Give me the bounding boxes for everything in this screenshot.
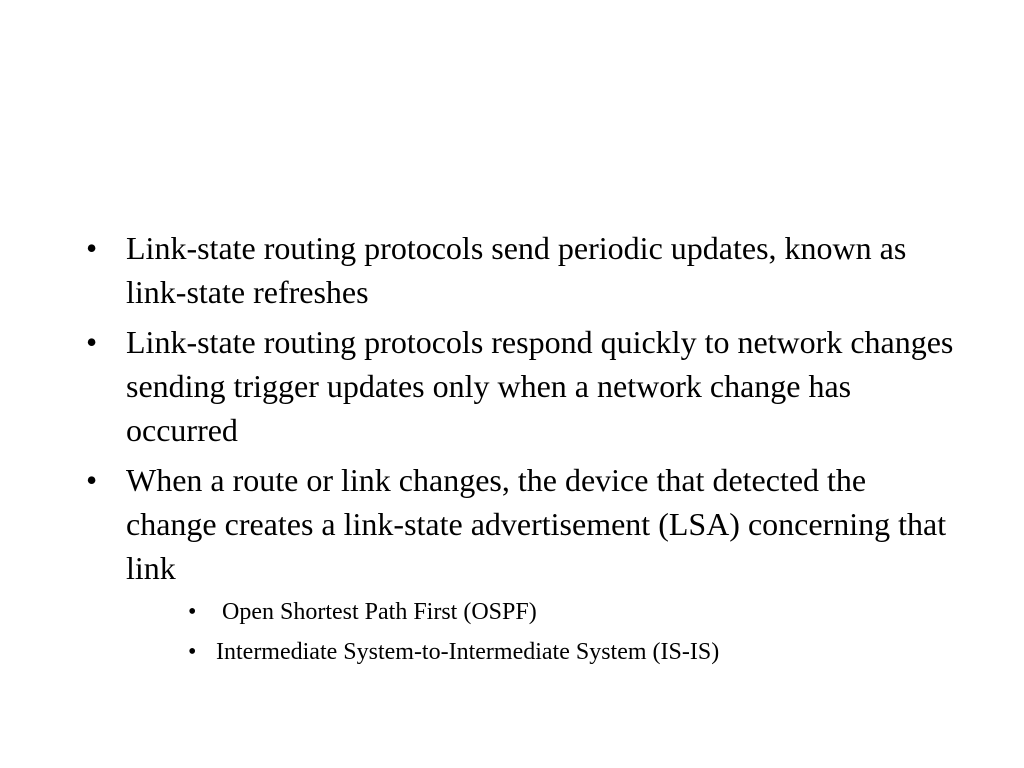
bullet-text: Link-state routing protocols send periodic updates, known as link-state refreshes <box>126 230 907 310</box>
sub-bullet-item <box>186 594 986 630</box>
bullet-dot-icon: • <box>86 324 98 360</box>
bullet-dot-icon: • <box>188 599 197 625</box>
bullet-text: Link-state routing protocols respond quickly to network changes sending trigger updates only when a network change has occurred <box>126 324 954 448</box>
sub-bullet-text: Intermediate System-to-Intermediate System (IS-IS) <box>216 639 720 665</box>
bullet-dot-icon: • <box>86 230 98 266</box>
bullet-item <box>84 226 964 314</box>
sub-bullet-list <box>186 594 986 674</box>
sub-bullet-item <box>186 634 986 670</box>
sub-bullet-text: Open Shortest Path First (OSPF) <box>222 599 537 625</box>
bullet-item <box>84 458 964 590</box>
bullet-dot-icon: • <box>188 639 197 665</box>
bullet-list <box>84 226 964 596</box>
bullet-item <box>84 320 964 452</box>
bullet-dot-icon: • <box>86 462 98 498</box>
bullet-text: When a route or link changes, the device that detected the change creates a link-state advertisement (LSA) concerning that link <box>126 462 947 586</box>
